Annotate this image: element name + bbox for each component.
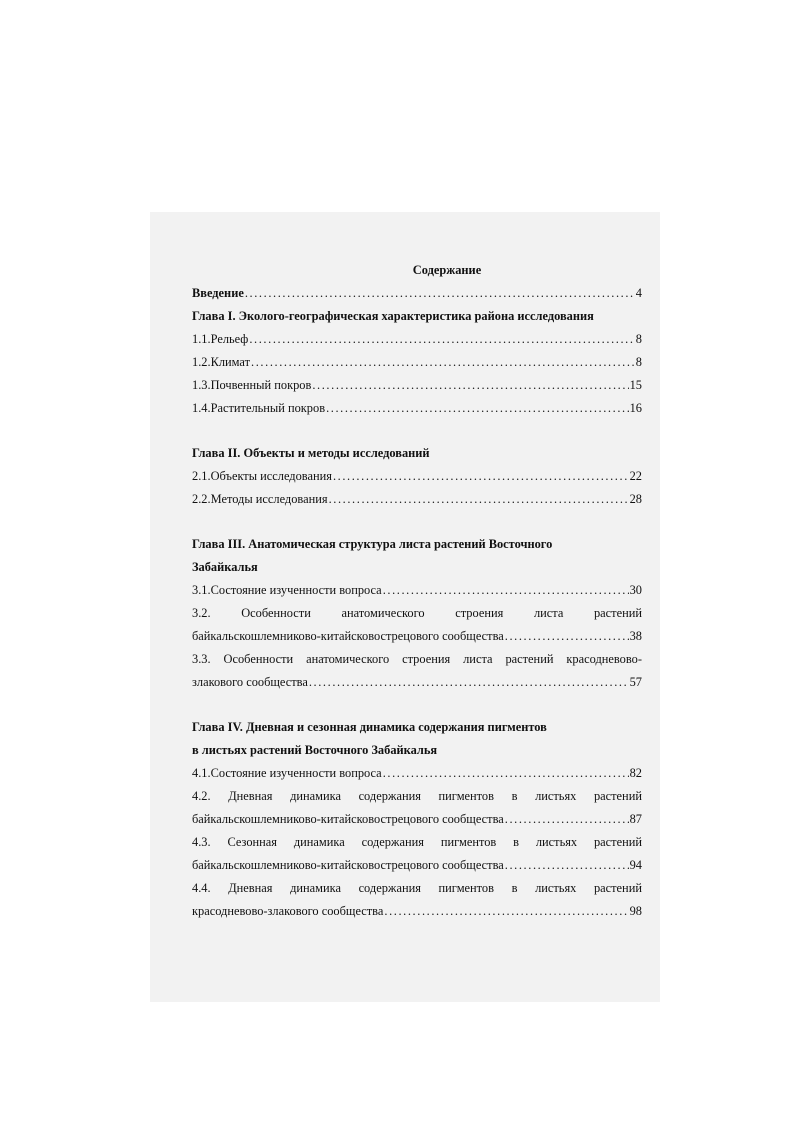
dot-leader (384, 901, 628, 921)
dot-leader (505, 626, 629, 646)
word: в (511, 881, 518, 895)
word: анатомического (306, 652, 390, 666)
chapter-heading-line2[interactable]: в листьях растений Восточного Забайкалья (192, 743, 438, 757)
toc-entry[interactable] (192, 352, 642, 372)
page-number: 15 (629, 378, 642, 392)
toc-entry-line2[interactable] (192, 626, 642, 646)
page-number: 16 (629, 401, 642, 415)
word: листьях (535, 835, 578, 849)
page-number: 98 (629, 904, 642, 918)
section-number: 4.1. (192, 766, 211, 780)
chapter-heading-line1[interactable]: Глава IV. Дневная и сезонная динамика содержания пигментов (192, 720, 547, 734)
toc-entry[interactable] (192, 763, 642, 783)
dot-leader (245, 283, 635, 303)
section-number: 3.3. (192, 652, 211, 666)
toc-entry[interactable] (192, 489, 642, 509)
entry-label: Объекты исследования (210, 469, 332, 483)
section-number: 1.2. (192, 355, 211, 369)
word: листьях (535, 881, 577, 895)
word: Сезонная (227, 835, 277, 849)
toc-entry-line2[interactable] (192, 809, 642, 829)
entry-label: Климат (210, 355, 251, 369)
section-number: 3.2. (192, 606, 211, 620)
page-number: 57 (629, 675, 642, 689)
toc-entry[interactable] (192, 375, 642, 395)
word: листа (533, 606, 564, 620)
word: динамика (293, 835, 345, 849)
word: пигментов (438, 881, 494, 895)
page-number: 94 (629, 858, 642, 872)
toc-entry[interactable] (192, 398, 642, 418)
section-number: 1.1. (192, 332, 211, 346)
chapter-heading-line1[interactable]: Глава III. Анатомическая структура листа растений Восточного (192, 537, 553, 551)
dot-leader (249, 329, 634, 349)
word: содержания (358, 881, 421, 895)
section-number: 4.2. (192, 789, 211, 803)
word: пигментов (438, 789, 494, 803)
section-number: 1.4. (192, 401, 211, 415)
page-number: 22 (629, 469, 642, 483)
word: растений (593, 606, 642, 620)
dot-leader (312, 375, 628, 395)
toc-entry[interactable] (192, 329, 642, 349)
section-number: 4.3. (192, 835, 211, 849)
page-number: 82 (629, 766, 642, 780)
dot-leader (329, 489, 629, 509)
entry-label: байкальскошлемниково-китайсковострецового сообщества (192, 629, 504, 643)
page-number: 8 (635, 355, 642, 369)
toc-entry-line2[interactable] (192, 672, 642, 692)
dot-leader (383, 580, 629, 600)
dot-leader (505, 809, 629, 829)
chapter-heading[interactable]: Глава II. Объекты и методы исследований (192, 446, 430, 460)
entry-label: Растительный покров (210, 401, 326, 415)
dot-leader (326, 398, 629, 418)
word: растений (505, 652, 554, 666)
section-number: 2.2. (192, 492, 211, 506)
word: Дневная (228, 881, 273, 895)
section-number: 1.3. (192, 378, 211, 392)
toc-entry-line1[interactable] (192, 649, 642, 669)
word: в (511, 789, 518, 803)
word: Особенности (241, 606, 311, 620)
entry-label: Почвенный покров (210, 378, 312, 392)
chapter-heading-line2[interactable]: Забайкалья (192, 560, 258, 574)
entry-label: Рельеф (210, 332, 249, 346)
chapter-heading[interactable]: Глава I. Эколого-географическая характеристика района исследования (192, 309, 594, 323)
word: Дневная (228, 789, 273, 803)
word: содержания (361, 835, 424, 849)
word: растений (593, 881, 642, 895)
toc-entry-line1[interactable] (192, 832, 642, 852)
dot-leader (333, 466, 629, 486)
word: листьях (535, 789, 577, 803)
entry-label: злакового сообщества (192, 675, 308, 689)
word: содержания (358, 789, 421, 803)
toc-title: Содержание (412, 263, 482, 277)
toc-entry-intro[interactable] (192, 283, 642, 303)
toc-entry-line1[interactable] (192, 603, 642, 623)
word: строения (455, 606, 504, 620)
word: растений (593, 835, 642, 849)
toc-entry-line1[interactable] (192, 786, 642, 806)
section-number: 2.1. (192, 469, 211, 483)
section-number: 4.4. (192, 881, 211, 895)
entry-label: Методы исследования (210, 492, 328, 506)
word: анатомического (341, 606, 425, 620)
entry-label: Состояние изученности вопроса (210, 766, 382, 780)
page-number: 4 (635, 286, 642, 300)
toc-entry-line2[interactable] (192, 855, 642, 875)
word: динамика (290, 789, 341, 803)
entry-label: байкальскошлемниково-китайсковострецового сообщества (192, 812, 504, 826)
toc-entry[interactable] (192, 466, 642, 486)
word: строения (402, 652, 451, 666)
page-number: 30 (629, 583, 642, 597)
toc-entry-line1[interactable] (192, 878, 642, 898)
dot-leader (309, 672, 629, 692)
toc-entry[interactable] (192, 580, 642, 600)
entry-label: Введение (192, 286, 244, 300)
word: листа (463, 652, 493, 666)
page-number: 87 (629, 812, 642, 826)
dot-leader (505, 855, 629, 875)
word: Особенности (223, 652, 294, 666)
entry-label: байкальскошлемниково-китайсковострецового сообщества (192, 858, 504, 872)
entry-label: Состояние изученности вопроса (210, 583, 382, 597)
page-number: 38 (629, 629, 642, 643)
entry-label: красодневово-злакового сообщества (192, 904, 384, 918)
word: пигментов (440, 835, 497, 849)
page-number: 28 (629, 492, 642, 506)
page-number: 8 (635, 332, 642, 346)
section-number: 3.1. (192, 583, 211, 597)
toc-entry-line2[interactable] (192, 901, 642, 921)
word: в (513, 835, 519, 849)
word: растений (593, 789, 642, 803)
dot-leader (251, 352, 635, 372)
dot-leader (383, 763, 629, 783)
word: динамика (290, 881, 341, 895)
word: красодневово- (566, 652, 642, 666)
